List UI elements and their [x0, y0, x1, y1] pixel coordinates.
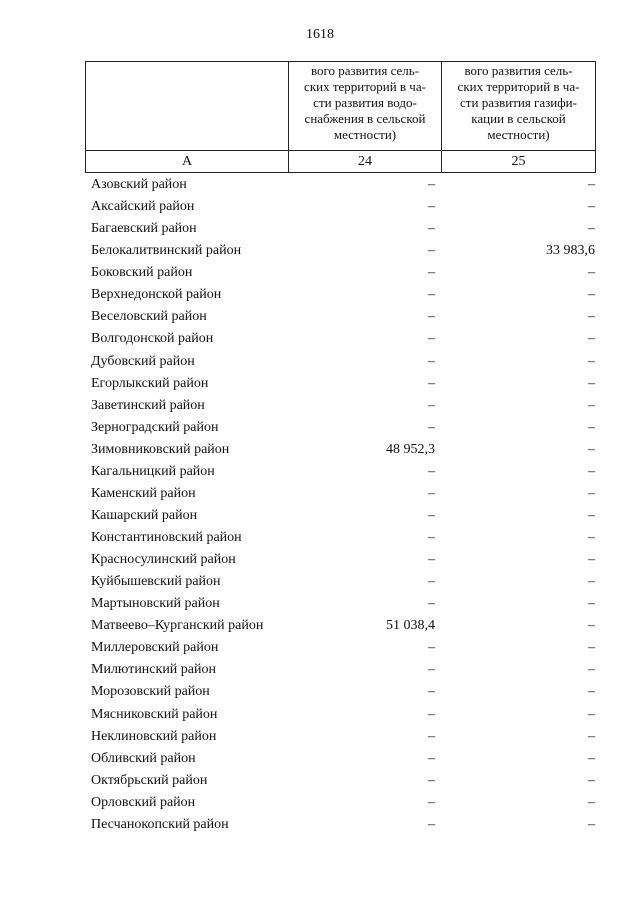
value-col-25: –	[588, 265, 595, 281]
value-col-25: –	[588, 221, 595, 237]
value-col-25: –	[588, 199, 595, 215]
table-row	[85, 593, 600, 615]
column-code-24: 24	[289, 151, 442, 173]
district-name: Заветинский район	[91, 397, 205, 413]
value-col-24: –	[428, 309, 435, 325]
header-cell-a	[86, 62, 289, 151]
value-col-25: –	[588, 375, 595, 391]
table-row	[85, 174, 600, 196]
district-name: Песчанокопский район	[91, 816, 229, 832]
table-row	[85, 681, 600, 703]
table-row	[85, 571, 600, 593]
value-col-24: –	[428, 640, 435, 656]
table-row	[85, 328, 600, 350]
district-name: Обливский район	[91, 750, 196, 766]
value-col-25: –	[588, 353, 595, 369]
district-name: Волгодонской район	[91, 331, 214, 347]
value-col-25: –	[588, 640, 595, 656]
value-col-24: –	[428, 507, 435, 523]
value-col-25: –	[588, 684, 595, 700]
value-col-24: –	[428, 331, 435, 347]
value-col-24: –	[428, 596, 435, 612]
value-col-25: –	[588, 794, 595, 810]
district-name: Октябрьский район	[91, 772, 208, 788]
value-col-24: –	[428, 463, 435, 479]
value-col-25: –	[588, 574, 595, 590]
column-code-row	[86, 151, 596, 173]
district-name: Мартыновский район	[91, 596, 220, 612]
table-row	[85, 417, 600, 439]
value-col-25: –	[588, 728, 595, 744]
district-name: Дубовский район	[91, 353, 195, 369]
district-name: Азовский район	[91, 177, 187, 193]
table-row	[85, 549, 600, 571]
district-name: Неклиновский район	[91, 728, 217, 744]
value-col-24: 48 952,3	[386, 441, 435, 457]
value-col-25: –	[588, 287, 595, 303]
column-code-25: 25	[442, 151, 596, 173]
value-col-25: 33 983,6	[546, 243, 595, 259]
value-col-24: –	[428, 552, 435, 568]
value-col-25: –	[588, 596, 595, 612]
table-row	[85, 726, 600, 748]
column-code-a: А	[86, 151, 289, 173]
value-col-24: –	[428, 397, 435, 413]
district-name: Кагальницкий район	[91, 463, 215, 479]
header-text-25: вого развития сель- ских территорий в ча- сти развития газифи- кации в сельской местности)	[457, 63, 580, 142]
value-col-24: –	[428, 706, 435, 722]
table-row	[85, 439, 600, 461]
header-text-24: вого развития сель- ских территорий в ча- сти развития водо- снабжения в сельской местности)	[304, 63, 426, 142]
table-row	[85, 659, 600, 681]
district-name: Зерноградский район	[91, 419, 219, 435]
district-name: Егорлыкский район	[91, 375, 209, 391]
district-name: Куйбышевский район	[91, 574, 221, 590]
value-col-24: –	[428, 728, 435, 744]
value-col-24: –	[428, 199, 435, 215]
value-col-25: –	[588, 750, 595, 766]
table-row	[85, 792, 600, 814]
table-row	[85, 483, 600, 505]
table-row	[85, 527, 600, 549]
district-name: Верхнедонской район	[91, 287, 222, 303]
district-rows	[85, 174, 600, 836]
header-cell-24	[289, 62, 442, 151]
header-row	[86, 62, 596, 151]
table-header	[85, 61, 596, 173]
value-col-24: –	[428, 177, 435, 193]
district-name: Матвеево–Курганский район	[91, 618, 264, 634]
value-col-24: –	[428, 221, 435, 237]
header-text-a	[86, 62, 288, 63]
district-name: Морозовский район	[91, 684, 210, 700]
table-row	[85, 770, 600, 792]
district-name: Багаевский район	[91, 221, 197, 237]
value-col-25: –	[588, 816, 595, 832]
table-row	[85, 218, 600, 240]
value-col-24: –	[428, 816, 435, 832]
district-name: Красносулинский район	[91, 552, 236, 568]
header-cell-25	[442, 62, 596, 151]
district-name: Мясниковский район	[91, 706, 218, 722]
value-col-24: –	[428, 265, 435, 281]
value-col-25: –	[588, 331, 595, 347]
value-col-24: –	[428, 574, 435, 590]
table-row	[85, 373, 600, 395]
page-number: 1618	[306, 27, 334, 42]
table-row	[85, 240, 600, 262]
table-row	[85, 262, 600, 284]
district-name: Милютинский район	[91, 662, 217, 678]
table-row	[85, 615, 600, 637]
value-col-25: –	[588, 618, 595, 634]
table-row	[85, 461, 600, 483]
district-name: Миллеровский район	[91, 640, 219, 656]
value-col-24: –	[428, 287, 435, 303]
value-col-25: –	[588, 397, 595, 413]
table-row	[85, 505, 600, 527]
value-col-24: –	[428, 243, 435, 259]
value-col-25: –	[588, 772, 595, 788]
value-col-25: –	[588, 662, 595, 678]
value-col-24: –	[428, 419, 435, 435]
table-row	[85, 395, 600, 417]
table-row	[85, 704, 600, 726]
value-col-24: –	[428, 662, 435, 678]
district-name: Веселовский район	[91, 309, 207, 325]
table-row	[85, 351, 600, 373]
value-col-24: –	[428, 375, 435, 391]
value-col-25: –	[588, 552, 595, 568]
value-col-24: –	[428, 772, 435, 788]
value-col-24: –	[428, 353, 435, 369]
district-name: Аксайский район	[91, 199, 195, 215]
district-name: Каменский район	[91, 485, 196, 501]
value-col-25: –	[588, 419, 595, 435]
value-col-24: –	[428, 794, 435, 810]
table-row	[85, 196, 600, 218]
table-row	[85, 284, 600, 306]
table-row	[85, 814, 600, 836]
value-col-25: –	[588, 485, 595, 501]
district-name: Кашарский район	[91, 507, 198, 523]
value-col-24: –	[428, 684, 435, 700]
value-col-25: –	[588, 177, 595, 193]
value-col-24: –	[428, 485, 435, 501]
value-col-24: –	[428, 530, 435, 546]
district-name: Белокалитвинский район	[91, 243, 242, 259]
district-name: Зимовниковский район	[91, 441, 230, 457]
district-name: Боковский район	[91, 265, 193, 281]
value-col-25: –	[588, 530, 595, 546]
table-row	[85, 637, 600, 659]
value-col-25: –	[588, 309, 595, 325]
table-row	[85, 748, 600, 770]
value-col-24: –	[428, 750, 435, 766]
value-col-25: –	[588, 463, 595, 479]
value-col-24: 51 038,4	[386, 618, 435, 634]
district-name: Орловский район	[91, 794, 196, 810]
table-row	[85, 306, 600, 328]
value-col-25: –	[588, 507, 595, 523]
value-col-25: –	[588, 441, 595, 457]
district-name: Константиновский район	[91, 530, 242, 546]
value-col-25: –	[588, 706, 595, 722]
